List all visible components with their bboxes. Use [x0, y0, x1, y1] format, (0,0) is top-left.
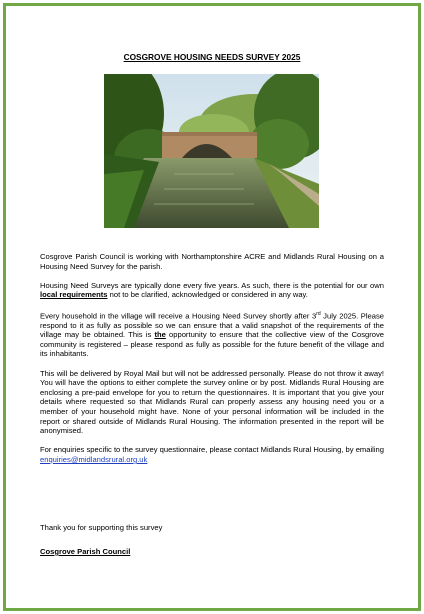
p3-text-b: July 2025. Please respond to it as fully as possible so we can ensure that a valid snapshot of the requirements of the village may be obtained. This is — [40, 311, 384, 340]
p3-superscript: rd — [316, 310, 321, 317]
canal-bridge-photo — [104, 74, 319, 228]
document-title: COSGROVE HOUSING NEEDS SURVEY 2025 — [123, 52, 301, 62]
canal-bridge-illustration — [104, 74, 319, 228]
enquiries-paragraph — [40, 445, 384, 464]
email-link[interactable]: enquiries@midlandsrural.org.uk — [40, 455, 148, 464]
p3-text-a: Every household in the village will receive a Housing Need Survey shortly after 3 — [40, 311, 317, 321]
delivery-paragraph: This will be delivered by Royal Mail but will not be addressed personally. Please do not throw it away! You will have the options to either complete the survey online or by post. Midlands Rural Housing are enclosing a pre-paid envelope for you to return the questionnaires. It is important that you give your details where requested so that Midlands Rural can properly assess any housing need you or a member of your household might have. None of your personal information will be included in the report or shared outside of Midlands Rural Housing. The information presented in the report will be anonymised. — [40, 368, 384, 436]
signature: Cosgrove Parish Council — [40, 547, 131, 556]
household-paragraph — [40, 310, 384, 360]
survey-frequency-paragraph — [40, 281, 384, 300]
local-requirements-emphasis: local requirements — [40, 290, 108, 300]
intro-paragraph: Cosgrove Parish Council is working with Northamptonshire ACRE and Midlands Rural Housing on a Housing Need Survey for the parish. — [40, 252, 384, 271]
p5-text-a: For enquiries specific to the survey questionnaire, please contact Midlands Rural Housing, by emailing — [40, 445, 384, 455]
the-emphasis: the — [154, 330, 166, 340]
thanks-line: Thank you for supporting this survey — [40, 523, 163, 532]
body-text — [40, 252, 384, 465]
p2-text-c: not to be clarified, acknowledged or considered in any way. — [107, 290, 308, 300]
p3-text-d: opportunity to ensure that the collective view of the Cosgrove community is registered – please respond as fully as possible for the future benefit of the village and its inhabitants. — [40, 330, 384, 359]
p2-text-a: Housing Need Surveys are typically done every five years. As such, there is the potential for our own — [40, 280, 384, 290]
